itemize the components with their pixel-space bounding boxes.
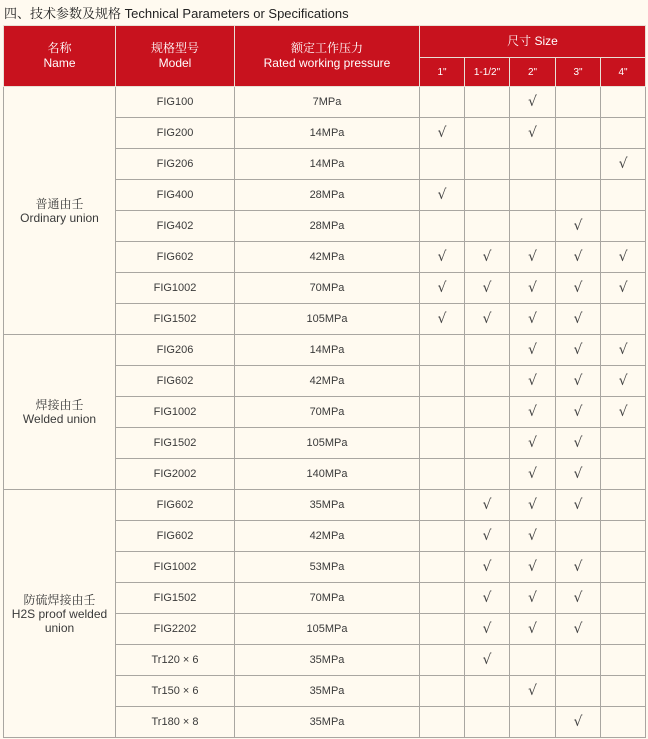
group-name-en: H2S proof welded union xyxy=(11,606,108,635)
size-check-mark: √ xyxy=(510,676,556,707)
pressure-cell: 42MPa xyxy=(235,521,420,552)
size-cell xyxy=(420,521,465,552)
size-check-mark: √ xyxy=(601,273,646,304)
size-cell xyxy=(420,428,465,459)
size-check-mark: √ xyxy=(510,490,556,521)
size-check-mark: √ xyxy=(601,149,646,180)
model-cell: FIG206 xyxy=(116,335,235,366)
header-pressure xyxy=(235,26,420,87)
model-cell: FIG602 xyxy=(116,490,235,521)
size-check-mark: √ xyxy=(510,552,556,583)
model-cell: FIG402 xyxy=(116,211,235,242)
size-check-mark: √ xyxy=(556,242,601,273)
table-body xyxy=(4,87,646,738)
model-cell: FIG1502 xyxy=(116,583,235,614)
model-cell: Tr120 × 6 xyxy=(116,645,235,676)
size-check-mark: √ xyxy=(465,583,510,614)
pressure-cell: 42MPa xyxy=(235,366,420,397)
size-cell xyxy=(465,707,510,738)
size-cell xyxy=(465,366,510,397)
pressure-cell: 35MPa xyxy=(235,707,420,738)
size-check-mark: √ xyxy=(420,242,465,273)
size-check-mark: √ xyxy=(510,583,556,614)
size-check-mark: √ xyxy=(556,428,601,459)
size-cell xyxy=(601,552,646,583)
size-cell xyxy=(510,707,556,738)
size-cell xyxy=(601,676,646,707)
pressure-cell: 14MPa xyxy=(235,118,420,149)
size-check-mark: √ xyxy=(465,552,510,583)
size-check-mark: √ xyxy=(420,273,465,304)
size-check-mark: √ xyxy=(556,490,601,521)
size-cell xyxy=(465,211,510,242)
size-cell xyxy=(420,552,465,583)
header-pressure-en: Rated working pressure xyxy=(263,56,391,70)
size-check-mark: √ xyxy=(510,273,556,304)
table-row xyxy=(4,490,646,521)
group-name-en: Ordinary union xyxy=(20,210,99,225)
header-name-cn: 名称 xyxy=(47,41,72,55)
size-cell xyxy=(510,645,556,676)
size-cell xyxy=(420,335,465,366)
size-cell xyxy=(465,397,510,428)
pressure-cell: 42MPa xyxy=(235,242,420,273)
group-name-cell xyxy=(4,87,116,335)
header-model xyxy=(116,26,235,87)
size-cell xyxy=(556,87,601,118)
spec-table xyxy=(3,25,646,738)
size-cell xyxy=(601,521,646,552)
size-cell xyxy=(601,490,646,521)
size-cell xyxy=(601,304,646,335)
model-cell: Tr150 × 6 xyxy=(116,676,235,707)
size-check-mark: √ xyxy=(420,180,465,211)
pressure-cell: 14MPa xyxy=(235,335,420,366)
header-size-3: 3" xyxy=(556,58,601,87)
size-cell xyxy=(556,645,601,676)
group-name-cell xyxy=(4,335,116,490)
size-check-mark: √ xyxy=(465,490,510,521)
size-cell xyxy=(556,118,601,149)
size-check-mark: √ xyxy=(556,304,601,335)
size-check-mark: √ xyxy=(510,242,556,273)
model-cell: FIG1502 xyxy=(116,428,235,459)
pressure-cell: 105MPa xyxy=(235,614,420,645)
size-check-mark: √ xyxy=(601,366,646,397)
size-check-mark: √ xyxy=(556,397,601,428)
header-model-en: Model xyxy=(158,56,192,70)
model-cell: FIG200 xyxy=(116,118,235,149)
pressure-cell: 105MPa xyxy=(235,428,420,459)
size-check-mark: √ xyxy=(510,304,556,335)
size-cell xyxy=(556,521,601,552)
size-cell xyxy=(601,87,646,118)
table-header xyxy=(4,26,646,87)
pressure-cell: 53MPa xyxy=(235,552,420,583)
size-check-mark: √ xyxy=(510,397,556,428)
pressure-cell: 70MPa xyxy=(235,583,420,614)
size-cell xyxy=(601,180,646,211)
size-cell xyxy=(420,211,465,242)
size-check-mark: √ xyxy=(465,242,510,273)
size-cell xyxy=(420,490,465,521)
pressure-cell: 14MPa xyxy=(235,149,420,180)
size-check-mark: √ xyxy=(601,242,646,273)
model-cell: FIG2002 xyxy=(116,459,235,490)
size-cell xyxy=(601,459,646,490)
size-check-mark: √ xyxy=(556,552,601,583)
group-name-cn: 普通由壬 xyxy=(35,196,84,211)
size-cell xyxy=(465,149,510,180)
model-cell: FIG1002 xyxy=(116,552,235,583)
size-check-mark: √ xyxy=(556,583,601,614)
size-cell xyxy=(601,118,646,149)
size-cell xyxy=(420,676,465,707)
model-cell: FIG2202 xyxy=(116,614,235,645)
pressure-cell: 7MPa xyxy=(235,87,420,118)
table-row xyxy=(4,87,646,118)
size-check-mark: √ xyxy=(601,397,646,428)
size-check-mark: √ xyxy=(510,459,556,490)
size-cell xyxy=(601,583,646,614)
pressure-cell: 35MPa xyxy=(235,645,420,676)
model-cell: FIG1002 xyxy=(116,273,235,304)
size-check-mark: √ xyxy=(510,118,556,149)
size-check-mark: √ xyxy=(510,614,556,645)
size-cell xyxy=(420,614,465,645)
size-cell xyxy=(465,180,510,211)
size-cell xyxy=(510,211,556,242)
model-cell: FIG1002 xyxy=(116,397,235,428)
header-pressure-cn: 额定工作压力 xyxy=(290,41,363,55)
size-cell xyxy=(601,428,646,459)
size-check-mark: √ xyxy=(556,707,601,738)
size-cell xyxy=(465,459,510,490)
size-cell xyxy=(601,614,646,645)
size-cell xyxy=(420,583,465,614)
size-cell xyxy=(510,180,556,211)
size-cell xyxy=(465,118,510,149)
header-model-cn: 规格型号 xyxy=(150,41,199,55)
header-name-en: Name xyxy=(43,56,76,70)
header-name xyxy=(4,26,116,87)
size-check-mark: √ xyxy=(510,428,556,459)
size-cell xyxy=(465,676,510,707)
pressure-cell: 28MPa xyxy=(235,180,420,211)
model-cell: FIG206 xyxy=(116,149,235,180)
pressure-cell: 35MPa xyxy=(235,490,420,521)
size-check-mark: √ xyxy=(465,304,510,335)
size-check-mark: √ xyxy=(556,211,601,242)
model-cell: FIG602 xyxy=(116,521,235,552)
size-cell xyxy=(601,211,646,242)
size-cell xyxy=(556,180,601,211)
size-cell xyxy=(601,645,646,676)
header-size: 尺寸 Size xyxy=(420,26,646,58)
size-check-mark: √ xyxy=(556,614,601,645)
size-cell xyxy=(510,149,556,180)
size-cell xyxy=(420,149,465,180)
table-row xyxy=(4,335,646,366)
size-check-mark: √ xyxy=(601,335,646,366)
section-title: 四、技术参数及规格 Technical Parameters or Specifications xyxy=(4,6,349,21)
model-cell: FIG400 xyxy=(116,180,235,211)
model-cell: FIG100 xyxy=(116,87,235,118)
size-check-mark: √ xyxy=(510,521,556,552)
size-cell xyxy=(601,707,646,738)
size-check-mark: √ xyxy=(465,521,510,552)
size-cell xyxy=(465,428,510,459)
pressure-cell: 70MPa xyxy=(235,397,420,428)
pressure-cell: 28MPa xyxy=(235,211,420,242)
group-name-cn: 焊接由壬 xyxy=(35,398,84,412)
model-cell: Tr180 × 8 xyxy=(116,707,235,738)
size-check-mark: √ xyxy=(556,273,601,304)
pressure-cell: 35MPa xyxy=(235,676,420,707)
size-cell xyxy=(465,87,510,118)
size-check-mark: √ xyxy=(465,645,510,676)
header-size-1-1-2: 1-1/2" xyxy=(465,58,510,87)
pressure-cell: 140MPa xyxy=(235,459,420,490)
group-name-cell xyxy=(4,490,116,738)
size-cell xyxy=(556,149,601,180)
header-size-1: 1" xyxy=(420,58,465,87)
size-cell xyxy=(465,335,510,366)
pressure-cell: 105MPa xyxy=(235,304,420,335)
size-check-mark: √ xyxy=(510,87,556,118)
size-cell xyxy=(420,459,465,490)
group-name-cn: 防硫焊接由壬 xyxy=(23,592,96,607)
pressure-cell: 70MPa xyxy=(235,273,420,304)
size-cell xyxy=(420,645,465,676)
size-check-mark: √ xyxy=(420,118,465,149)
header-size-4: 4" xyxy=(601,58,646,87)
size-check-mark: √ xyxy=(510,366,556,397)
model-cell: FIG602 xyxy=(116,366,235,397)
size-check-mark: √ xyxy=(556,459,601,490)
size-check-mark: √ xyxy=(420,304,465,335)
size-check-mark: √ xyxy=(556,335,601,366)
size-cell xyxy=(420,366,465,397)
model-cell: FIG1502 xyxy=(116,304,235,335)
size-cell xyxy=(420,397,465,428)
size-check-mark: √ xyxy=(510,335,556,366)
size-cell xyxy=(420,87,465,118)
size-cell xyxy=(556,676,601,707)
size-check-mark: √ xyxy=(465,614,510,645)
size-check-mark: √ xyxy=(556,366,601,397)
size-check-mark: √ xyxy=(465,273,510,304)
group-name-en: Welded union xyxy=(22,412,97,426)
model-cell: FIG602 xyxy=(116,242,235,273)
header-size-2: 2" xyxy=(510,58,556,87)
size-cell xyxy=(420,707,465,738)
